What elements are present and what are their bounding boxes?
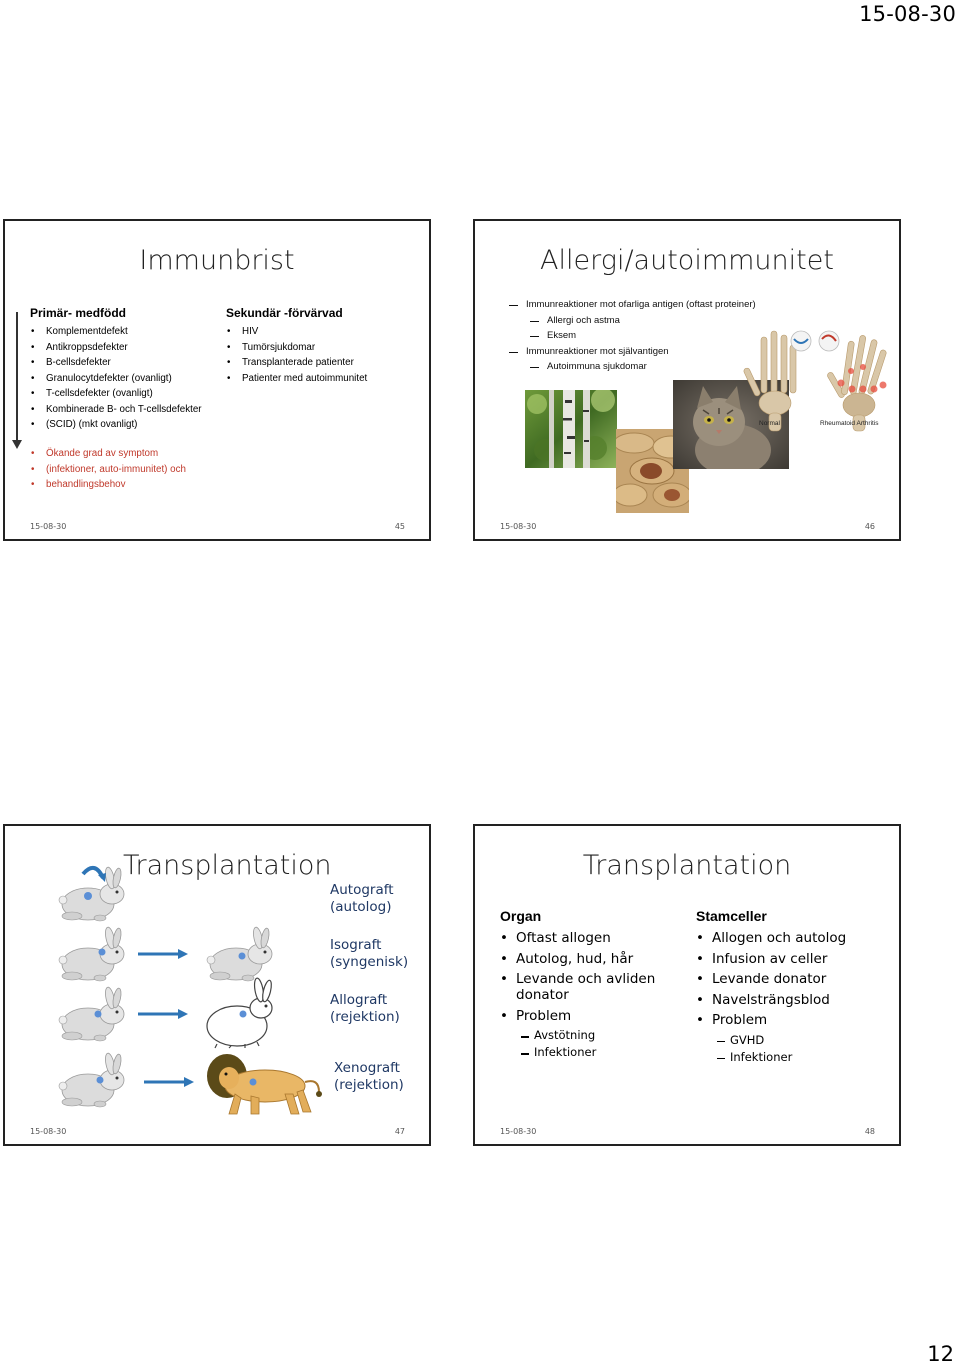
arrow-right-icon (138, 949, 188, 959)
slide-footer-date: 15-08-30 (500, 522, 537, 531)
birch-trees-photo (525, 390, 617, 468)
slide-footer-number: 46 (864, 522, 875, 531)
severity-arrow-head-icon (12, 440, 22, 449)
list-item: Autoimmuna sjukdomar (509, 359, 756, 375)
secondary-list (226, 324, 367, 386)
hand-xray-diagram (741, 327, 891, 433)
list-item: • Komplementdefekt (30, 324, 202, 340)
page-number: 12 (927, 1342, 954, 1366)
slide-transplantation-types (473, 824, 901, 1146)
slide-footer-number: 45 (394, 522, 405, 531)
stem-heading: Stamceller (696, 908, 767, 924)
primary-heading: Primär- medfödd (30, 306, 127, 320)
slide-title: Allergi/autoimmunitet (540, 245, 834, 276)
graft-label-iso: Isograft (syngenisk) (330, 937, 409, 970)
organ-heading: Organ (500, 908, 542, 924)
secondary-heading: Sekundär -förvärvad (226, 306, 343, 320)
rabbit-icon (59, 986, 124, 1041)
slide-allergi-autoimmunitet (473, 219, 901, 541)
severity-note-line: • Ökande grad av symptom (30, 446, 186, 462)
slide-footer-date: 15-08-30 (30, 1127, 67, 1136)
list-item: • Levande donator (696, 971, 896, 987)
slide-transplantation-grafts (3, 824, 431, 1146)
list-item: • Tumörsjukdomar (226, 340, 367, 356)
organ-list (500, 930, 680, 1062)
arrow-right-icon (138, 1009, 188, 1019)
list-item: • Transplanterade patienter (226, 355, 367, 371)
severity-note (30, 446, 186, 493)
lion-icon (207, 1054, 322, 1114)
list-item: • Patienter med autoimmunitet (226, 371, 367, 387)
list-item: • Oftast allogen (500, 930, 680, 946)
severity-arrow-line (16, 312, 18, 442)
list-item: • Autolog, hud, hår (500, 951, 680, 967)
list-item: Immunreaktioner mot självantigen (509, 344, 756, 360)
slide-title: Transplantation (582, 850, 792, 881)
list-sub-item: Avstötning (500, 1028, 680, 1043)
graft-label-auto: Autograft (autolog) (330, 882, 394, 915)
severity-note-line: • (infektioner, auto-immunitet) och (30, 462, 186, 478)
slide-footer-number: 48 (864, 1127, 875, 1136)
slide-immunbrist (3, 219, 431, 541)
list-item: • T-cellsdefekter (ovanligt) (30, 386, 202, 402)
graft-label-allo: Allograft (rejektion) (330, 992, 400, 1025)
list-item: • HIV (226, 324, 367, 340)
slide-footer-date: 15-08-30 (30, 522, 67, 531)
rabbit-icon (207, 926, 272, 981)
list-item: • Levande och avliden donator (500, 971, 680, 1003)
list-item: Eksem (509, 328, 756, 344)
list-item: • Granulocytdefekter (ovanligt) (30, 371, 202, 387)
primary-list (30, 324, 202, 433)
list-item: • Allogen och autolog (696, 930, 896, 946)
list-item: • Navelsträngsblod (696, 992, 896, 1008)
xray-label-normal: Normal (759, 420, 780, 427)
rabbit-icon (59, 1052, 124, 1107)
list-item: • Problem (696, 1012, 896, 1028)
xray-label-ra: Rheumatoid Arthritis (820, 420, 879, 427)
slide-footer-number: 47 (394, 1127, 405, 1136)
rabbit-icon (59, 926, 124, 981)
list-sub-item: Infektioner (500, 1045, 680, 1060)
list-item: • Problem (500, 1008, 680, 1024)
white-rabbit-icon (207, 977, 273, 1048)
graft-label-xeno: Xenograft (rejektion) (334, 1060, 404, 1093)
arrow-right-icon (144, 1077, 194, 1087)
graft-illustration (5, 826, 431, 1146)
slide-title: Immunbrist (139, 245, 295, 276)
list-sub-item: Infektioner (696, 1050, 896, 1065)
list-item: • Infusion av celler (696, 951, 896, 967)
stem-list (696, 930, 896, 1067)
list-item-continuation: • (SCID) (mkt ovanligt) (30, 417, 202, 433)
list-sub-item: GVHD (696, 1033, 896, 1048)
rabbit-icon (59, 866, 124, 921)
list-item: • B-cellsdefekter (30, 355, 202, 371)
severity-note-line: • behandlingsbehov (30, 477, 186, 493)
allergy-list (509, 297, 756, 375)
list-item: • Kombinerade B- och T-cellsdefekter (30, 402, 202, 418)
list-item: Allergi och astma (509, 313, 756, 329)
list-item: • Antikroppsdefekter (30, 340, 202, 356)
slide-title: Transplantation (123, 850, 332, 881)
list-item: Immunreaktioner mot ofarliga antigen (oftast proteiner) (509, 297, 756, 313)
slide-footer-date: 15-08-30 (500, 1127, 537, 1136)
page-header-date: 15-08-30 (859, 2, 956, 26)
